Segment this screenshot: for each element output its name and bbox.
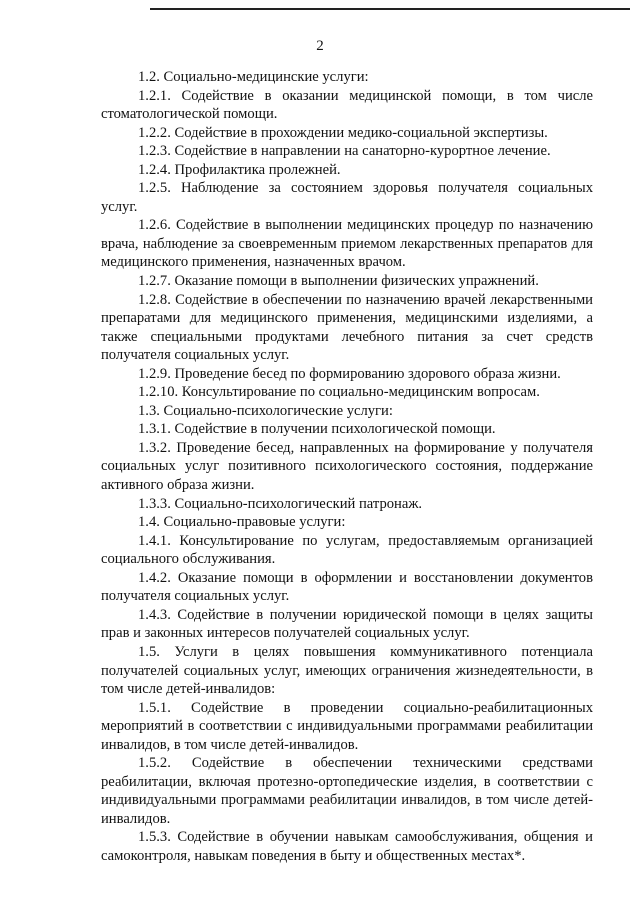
paragraph: 1.2.10. Консультирование по социально-медицинским вопросам. [138,384,540,401]
paragraph: 1.2.4. Профилактика пролежней. [138,161,341,178]
paragraph: 1.2.8. Содействие в обеспечении по назначению врачей лекарственными препаратами для медицинского применения, медицинскими изделиями, а также специальными продуктами лечебного питания за счет средств получателя социальных услуг. [101,291,593,364]
paragraph: 1.5. Услуги в целях повышения коммуникативного потенциала получателей социальных услуг, имеющих ограничения жизнедеятельности, в том числе детей-инвалидов: [101,643,593,698]
paragraph: 1.3.3. Социально-психологический патронаж. [138,495,423,512]
paragraph: 1.5.3. Содействие в обучении навыкам самообслуживания, общения и самоконтроля, навыкам поведения в быту и общественных местах*. [101,829,593,864]
paragraph: 1.4.1. Консультирование по услугам, предоставляемым организацией социального обслуживания. [101,532,593,568]
paragraph: 1.4.2. Оказание помощи в оформлении и восстановлении документов получателя социальных услуг. [101,569,593,605]
paragraph: 1.2.7. Оказание помощи в выполнении физических упражнений. [138,273,539,290]
paragraph: 1.2.9. Проведение бесед по формированию здорового образа жизни. [138,365,561,382]
paragraph: 1.2.2. Содействие в прохождении медико-социальной экспертизы. [138,124,548,141]
header-rule [150,8,630,10]
paragraph: 1.5.2. Содействие в обеспечении техническими средствами реабилитации, включая протезно-ортопедические изделия, в соответствии с индивидуальными программами реабилитации инвалидов, в том числе детей-инвалидов. [101,755,593,827]
paragraph: 1.5.1. Содействие в проведении социально-реабилитационных мероприятий в соответствии с индивидуальными программами реабилитации инвалидов, в том числе детей-инвалидов. [101,699,593,753]
paragraph: 1.2.3. Содействие в направлении на санаторно-курортное лечение. [138,143,551,160]
paragraph: 1.3. Социально-психологические услуги: [138,402,393,419]
paragraph: 1.2.1. Содействие в оказании медицинской помощи, в том числе стоматологической помощи. [101,87,593,123]
page-number: 2 [316,38,324,54]
paragraph: 1.2.5. Наблюдение за состоянием здоровья получателя социальных услуг. [101,180,593,215]
document-body [101,68,593,866]
paragraph: 1.2.6. Содействие в выполнении медицинских процедур по назначению врача, наблюдение за своевременным приемом лекарственных препаратов для медицинского применения, назначенных врачом. [101,217,593,271]
paragraph: 1.4. Социально-правовые услуги: [138,514,346,531]
paragraph: 1.3.2. Проведение бесед, направленных на формирование у получателя социальных услуг позитивного психологического состояния, поддержание активного образа жизни. [101,439,593,494]
paragraph: 1.2. Социально-медицинские услуги: [138,69,369,85]
paragraph: 1.4.3. Содействие в получении юридической помощи в целях защиты прав и законных интересов получателей социальных услуг. [101,606,593,642]
paragraph: 1.3.1. Содействие в получении психологической помощи. [138,421,496,438]
